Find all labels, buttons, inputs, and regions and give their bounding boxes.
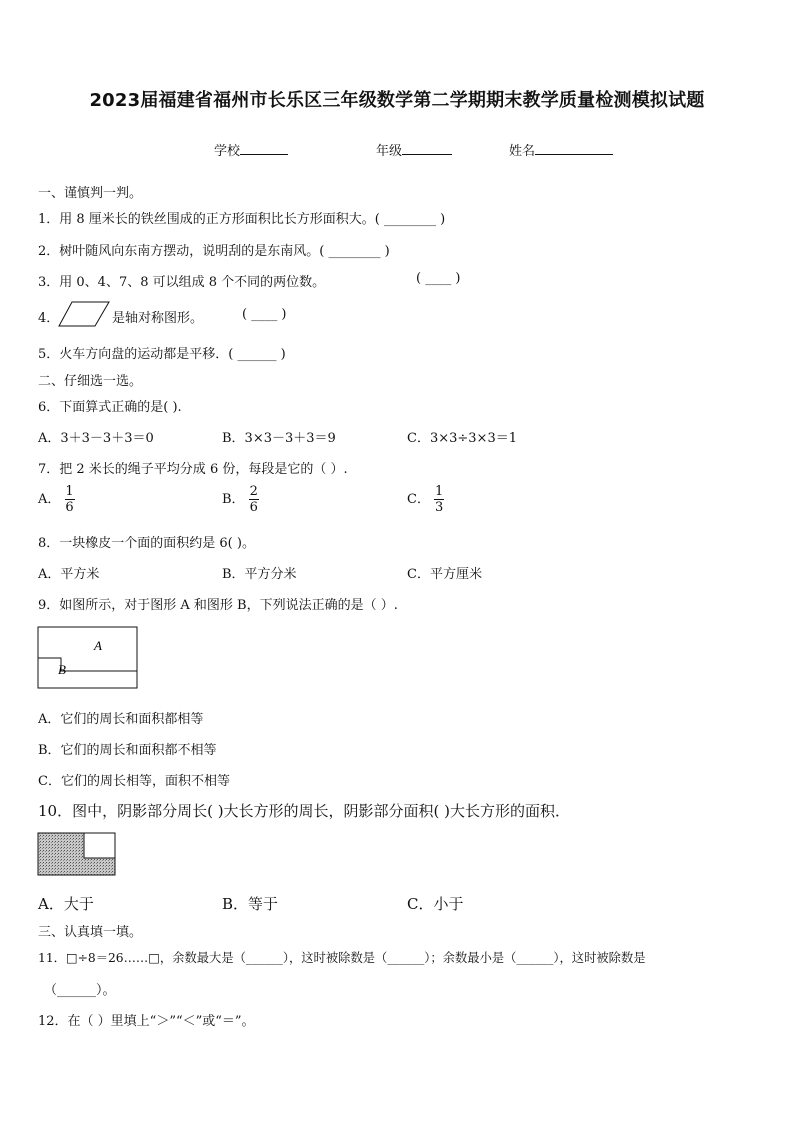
grade-label: 年级 <box>376 144 403 159</box>
question-6-option-a[interactable]: A．3＋3－3＋3＝0 <box>38 431 154 446</box>
figure-a-b <box>37 626 139 690</box>
question-7-option-c[interactable] <box>407 484 444 515</box>
question-6-option-b[interactable]: B．3×3－3＋3＝9 <box>222 431 336 446</box>
question-4-number: 4． <box>38 311 60 326</box>
question-10-option-c[interactable]: C．小于 <box>407 895 464 913</box>
school-label: 学校 <box>214 144 241 159</box>
question-3: 3．用 0、4、7、8 可以组成 8 个不同的两位数。 <box>38 275 326 290</box>
question-9-option-c[interactable]: C．它们的周长相等，面积不相等 <box>38 774 230 789</box>
question-10-option-a[interactable]: A．大于 <box>38 895 94 913</box>
question-4-answer: ( ____ ) <box>242 307 287 322</box>
option-b-label: B． <box>222 492 245 507</box>
question-3-answer: ( ____ ) <box>416 271 461 286</box>
figure-label-b: B <box>58 662 66 677</box>
question-8-option-a[interactable]: A．平方米 <box>38 567 100 582</box>
question-6-option-c[interactable]: C．3×3÷3×3＝1 <box>407 431 517 446</box>
fraction-one-sixth: $\frac{1}{6}$ <box>65 484 74 515</box>
option-c-label: C． <box>407 492 430 507</box>
figure-label-a: A <box>94 638 102 653</box>
section-2-heading: 二、仔细选一选。 <box>38 374 143 389</box>
question-4: 是轴对称图形。 <box>112 311 204 326</box>
question-11-line-1: 11．□÷8＝26……□，余数最大是（______），这时被除数是（______）；余数最小是（______），这时被除数是 <box>38 951 646 965</box>
section-1-heading: 一、谨慎判一判。 <box>38 186 143 201</box>
parallelogram-figure <box>58 301 110 327</box>
name-blank[interactable] <box>535 142 613 155</box>
question-7-option-a[interactable] <box>38 484 75 515</box>
question-1: 1．用 8 厘米长的铁丝围成的正方形面积比长方形面积大。( ________ ) <box>38 212 446 227</box>
question-8-option-b[interactable]: B．平方分米 <box>222 567 297 582</box>
question-10-option-b[interactable]: B．等于 <box>222 895 279 913</box>
name-field <box>509 140 613 159</box>
question-9-option-b[interactable]: B．它们的周长和面积都不相等 <box>38 743 217 758</box>
fraction-two-sixths: $\frac{2}{6}$ <box>249 484 258 515</box>
question-2: 2．树叶随风向东南方摆动，说明刮的是东南风。( ________ ) <box>38 244 390 259</box>
section-3-heading: 三、认真填一填。 <box>38 925 143 940</box>
school-blank[interactable] <box>240 142 288 155</box>
name-label: 姓名 <box>509 144 536 159</box>
question-8-option-c[interactable]: C．平方厘米 <box>407 567 482 582</box>
shaded-rectangle-figure <box>37 832 117 876</box>
question-7: 7．把 2 米长的绳子平均分成 6 份，每段是它的（ ）. <box>38 462 348 477</box>
question-10: 10．图中，阴影部分周长( )大长方形的周长，阴影部分面积( )大长方形的面积． <box>38 802 571 820</box>
question-9: 9．如图所示，对于图形 A 和图形 B，下列说法正确的是（ ）. <box>38 598 398 613</box>
page-title: 2023届福建省福州市长乐区三年级数学第二学期期末教学质量检测模拟试题 <box>89 90 705 111</box>
question-8: 8．一块橡皮一个面的面积约是 6( )。 <box>38 536 255 551</box>
grade-field <box>376 140 452 159</box>
question-5: 5．火车方向盘的运动都是平移．( ______ ) <box>38 347 286 362</box>
question-12: 12．在（ ）里填上“＞”“＜”或“＝”。 <box>38 1014 255 1029</box>
option-a-label: A． <box>38 492 61 507</box>
question-9-option-a[interactable]: A．它们的周长和面积都相等 <box>38 712 204 727</box>
question-6: 6．下面算式正确的是( ). <box>38 400 182 415</box>
fraction-one-third: $\frac{1}{3}$ <box>434 484 444 515</box>
question-7-option-b[interactable] <box>222 484 259 515</box>
school-field <box>214 140 288 159</box>
question-11-line-2: （______）。 <box>44 983 116 998</box>
grade-blank[interactable] <box>402 142 452 155</box>
